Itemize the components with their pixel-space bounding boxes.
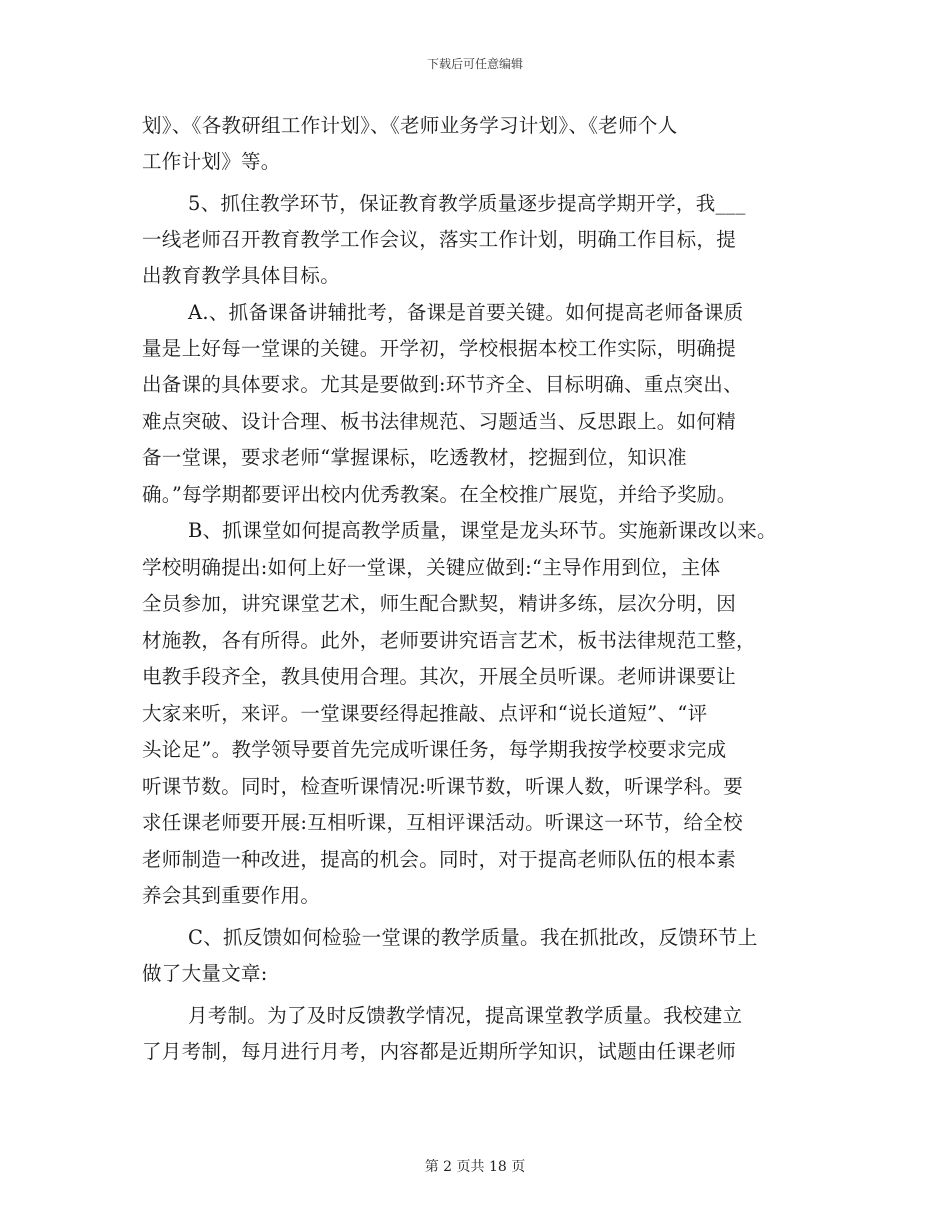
- text-line: 难点突破、设计合理、板书法律规范、习题适当、反思跟上。如何精: [142, 410, 737, 433]
- text-line: 材施教，各有所得。此外，老师要讲究语言艺术，板书法律规范工整，: [142, 629, 756, 652]
- text-line: 求任课老师要开展:互相听课，互相评课活动。听课这一环节，给全校: [142, 811, 743, 834]
- text-line: 听课节数。同时，检查听课情况:听课节数，听课人数，听课学科。要: [142, 775, 743, 798]
- text-line: 头论足”。教学领导要首先完成听课任务，每学期我按学校要求完成: [142, 738, 727, 761]
- text-line: 一线老师召开教育教学工作会议，落实工作计划，明确工作目标，提: [142, 228, 737, 251]
- text-line: 月考制。为了及时反馈教学情况，提高课堂教学质量。我校建立: [188, 1004, 743, 1027]
- text-line: 备一堂课，要求老师“掌握课标，吃透教材，挖掘到位，知识准: [142, 446, 687, 469]
- text-line: 量是上好每一堂课的关键。开学初，学校根据本校工作实际，明确提: [142, 337, 737, 360]
- text-line: 确。”每学期都要评出校内优秀教案。在全校推广展览，并给予奖励。: [142, 483, 737, 506]
- text-line: 全员参加，讲究课堂艺术，师生配合默契，精讲多练，层次分明，因: [142, 592, 737, 615]
- page-header: 下载后可任意编辑: [426, 57, 523, 71]
- text-line: 做了大量文章:: [142, 962, 268, 985]
- text-line: C、抓反馈如何检验一堂课的教学质量。我在抓批改，反馈环节上: [188, 926, 758, 949]
- text-line: 工作计划》等。: [142, 150, 281, 173]
- text-line: 出备课的具体要求。尤其是要做到:环节齐全、目标明确、重点突出、: [142, 373, 743, 396]
- text-line: 大家来听，来评。一堂课要经得起推敲、点评和“说长道短”、“评: [142, 702, 708, 725]
- text-line: 5、抓住教学环节，保证教育教学质量逐步提高学期开学，我___: [188, 192, 746, 215]
- text-line: A.、抓备课备讲辅批考，备课是首要关键。如何提高老师备课质: [188, 301, 744, 324]
- text-line: 学校明确提出:如何上好一堂课，关键应做到:“主导作用到位，主体: [142, 556, 721, 579]
- text-line: B、抓课堂如何提高教学质量，课堂是龙头环节。实施新课改以来。: [188, 519, 777, 542]
- text-line: 了月考制，每月进行月考，内容都是近期所学知识，试题由任课老师: [142, 1040, 737, 1063]
- text-line: 老师制造一种改进，提高的机会。同时，对于提高老师队伍的根本素: [142, 848, 737, 871]
- text-line: 划》、《各教研组工作计划》、《老师业务学习计划》、《老师个人: [142, 114, 678, 137]
- text-line: 出教育教学具体目标。: [142, 264, 341, 287]
- page-number: 第 2 页共 18 页: [424, 1159, 526, 1175]
- text-line: 养会其到重要作用。: [142, 884, 321, 907]
- text-line: 电教手段齐全，教具使用合理。其次，开展全员听课。老师讲课要让: [142, 665, 737, 688]
